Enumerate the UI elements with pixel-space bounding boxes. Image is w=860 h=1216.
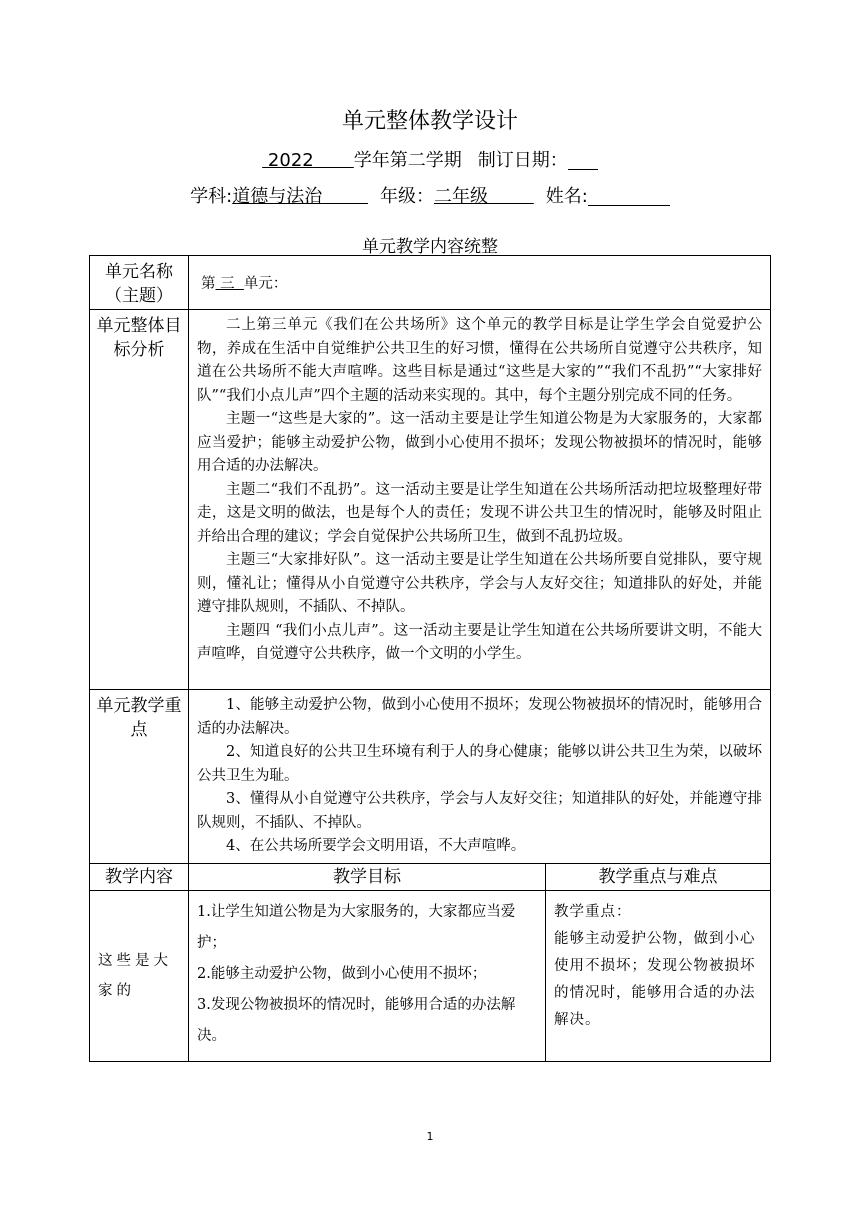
document-title: 单元整体教学设计 bbox=[341, 109, 518, 134]
grade-label: 年级： bbox=[380, 186, 434, 207]
unit-name-row bbox=[90, 256, 771, 310]
semester-text: 学年第二学期 bbox=[353, 150, 462, 171]
unit-table bbox=[89, 255, 771, 1062]
unit-goals-row bbox=[90, 310, 771, 690]
key-points-text bbox=[189, 690, 771, 864]
name-blank bbox=[588, 187, 670, 206]
key-point-item: 2、知道良好的公共卫生环境有利于人的身心健康；能够以讲公共卫生为荣，以破坏公共卫生为耻。 bbox=[197, 744, 763, 784]
lesson-row bbox=[90, 890, 771, 1061]
lesson-focus bbox=[546, 890, 771, 1061]
lesson-goal-item: 3.发现公物被损坏的情况时，能够用合适的办法解决。 bbox=[197, 996, 516, 1044]
page-number: 1 bbox=[426, 1130, 434, 1143]
focus-text: 能够主动爱护公物，做到小心使用不损坏；发现公物被损坏的情况时，能够用合适的办法解决。 bbox=[554, 930, 756, 1028]
lesson-goals bbox=[189, 890, 546, 1061]
header-content: 教学内容 bbox=[90, 863, 189, 890]
unit-goals-text bbox=[189, 310, 771, 690]
unit-name-value: 第 三 单元： bbox=[189, 256, 771, 310]
name-label: 姓名: bbox=[545, 186, 588, 207]
unit-name-label: 单元名称（主题） bbox=[90, 256, 189, 310]
key-points-label: 单元教学重点 bbox=[90, 690, 189, 864]
subject-label: 学科: bbox=[190, 186, 233, 207]
semester-line bbox=[0, 146, 860, 172]
date-blank bbox=[568, 151, 598, 170]
goals-paragraph: 二上第三单元《我们在公共场所》这个单元的教学目标是让学生学会自觉爱护公物，养成在生活中自觉维护公共卫生的好习惯，懂得在公共场所自觉遵守公共秩序，知道在公共场所不能大声喧哗。这些目标是通过“这些是大家的”“我们不乱扔”“大家排好队”“我们小点儿声”四个主题的活动来实现的。其中，每个主题分别完成不同的任务。 bbox=[197, 317, 763, 404]
date-label: 制订日期： bbox=[477, 150, 568, 171]
focus-label: 教学重点： bbox=[554, 903, 632, 920]
key-point-item: 4、在公共场所要学会文明用语，不大声喧哗。 bbox=[226, 838, 526, 854]
goals-paragraph: 主题三“大家排好队”。这一活动主要是让学生知道在公共场所要自觉排队，要守规则，懂礼让；懂得从小自觉遵守公共秩序，学会与人友好交往；知道排队的好处，并能遵守排队规则，不插队、不掉队。 bbox=[197, 552, 763, 615]
header-focus: 教学重点与难点 bbox=[546, 863, 771, 890]
goals-paragraph: 主题二“我们不乱扔”。这一活动主要是让学生知道在公共场所活动把垃圾整理好带走，这是文明的做法，也是每个人的责任；发现不讲公共卫生的情况时，能够及时阻止并给出合理的建议；学会自觉保护公共场所卫生，做到不乱扔垃圾。 bbox=[197, 481, 763, 545]
year-value: 2022 bbox=[267, 150, 314, 171]
lesson-content: 这些是大家的 bbox=[90, 890, 189, 1061]
key-points-row bbox=[90, 690, 771, 864]
grade-value: 二年级 bbox=[434, 186, 488, 207]
goals-paragraph: 主题四 “我们小点儿声”。这一活动主要是让学生知道在公共场所要讲文明，不能大声喧哗，自觉遵守公共秩序，做一个文明的小学生。 bbox=[197, 622, 763, 662]
key-point-item: 3、懂得从小自觉遵守公共秩序，学会与人友好交往；知道排队的好处，并能遵守排队规则，不插队、不掉队。 bbox=[197, 791, 763, 831]
lesson-goal-item: 1.让学生知道公物是为大家服务的，大家都应当爱护； bbox=[197, 903, 516, 951]
lesson-header-row bbox=[90, 863, 771, 890]
goals-paragraph: 主题一“这些是大家的”。这一活动主要是让学生知道公物是为大家服务的，大家都应当爱护；能够主动爱护公物，做到小心使用不损坏；发现公物被损坏的情况时，能够用合适的办法解决。 bbox=[197, 411, 763, 474]
unit-goals-label: 单元整体目标分析 bbox=[90, 310, 189, 690]
section-title: 单元教学内容统整 bbox=[362, 237, 498, 257]
subject-value: 道德与法治 bbox=[232, 186, 323, 207]
key-point-item: 1、能够主动爱护公物，做到小心使用不损坏；发现公物被损坏的情况时，能够用合适的办法解决。 bbox=[197, 697, 763, 737]
lesson-goal-item: 2.能够主动爱护公物，做到小心使用不损坏； bbox=[197, 965, 487, 982]
header-goals: 教学目标 bbox=[189, 863, 546, 890]
subject-line bbox=[0, 182, 860, 208]
